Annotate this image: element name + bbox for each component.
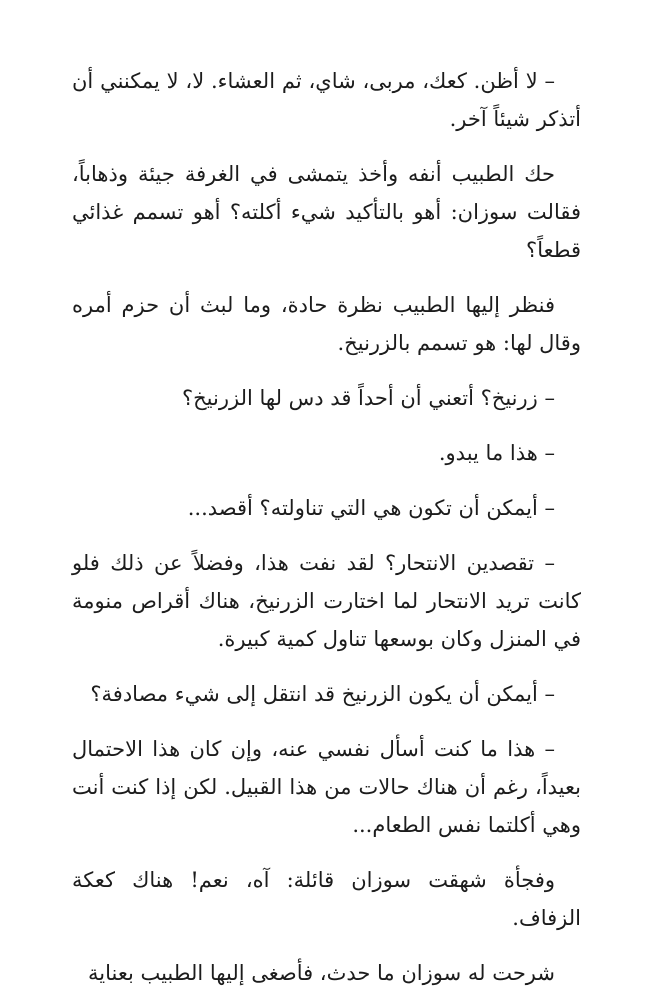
paragraph-6: – أيمكن أن تكون هي التي تناولته؟ أقصد... [187,496,555,520]
paragraph-1: – لا أظن. كعك، مربى، شاي، ثم العشاء. لا، لا يمكنني أن أتذكر شيئاً آخر. [72,69,581,131]
paragraph-7: – تقصدين الانتحار؟ لقد نفت هذا، وفضلاً عن ذلك فلو كانت تريد الانتحار لما اختارت الزرنيخ، هناك أقراص منومة في المنزل وكان بوسعها تناول كمية كبيرة. [72,551,581,651]
paragraph-4: – زرنيخ؟ أتعني أن أحداً قد دس لها الزرنيخ؟ [181,386,555,410]
paragraph-10: وفجأة شهقت سوزان قائلة: آه، نعم! هناك كعكة الزفاف. [72,868,581,930]
paragraph-11: شرحت له سوزان ما حدث، فأصغى إليها الطبيب بعناية [87,961,555,985]
paragraph-3: فنظر إليها الطبيب نظرة حادة، وما لبث أن حزم أمره وقال لها: هو تسمم بالزرنيخ. [72,293,581,355]
paragraph-2: حك الطبيب أنفه وأخذ يتمشى في الغرفة جيئة وذهاباً، فقالت سوزان: أهو بالتأكيد شيء أكلته؟ أهو تسمم غذائي قطعاً؟ [72,162,581,262]
paragraph-5: – هذا ما يبدو. [438,441,555,465]
paragraph-8: – أيمكن أن يكون الزرنيخ قد انتقل إلى شيء مصادفة؟ [90,682,555,706]
paragraph-9: – هذا ما كنت أسأل نفسي عنه، وإن كان هذا الاحتمال بعيداً، رغم أن هناك حالات من هذا القبيل. لكن إذا كنت أنت وهي أكلتما نفس الطعام... [72,737,581,837]
